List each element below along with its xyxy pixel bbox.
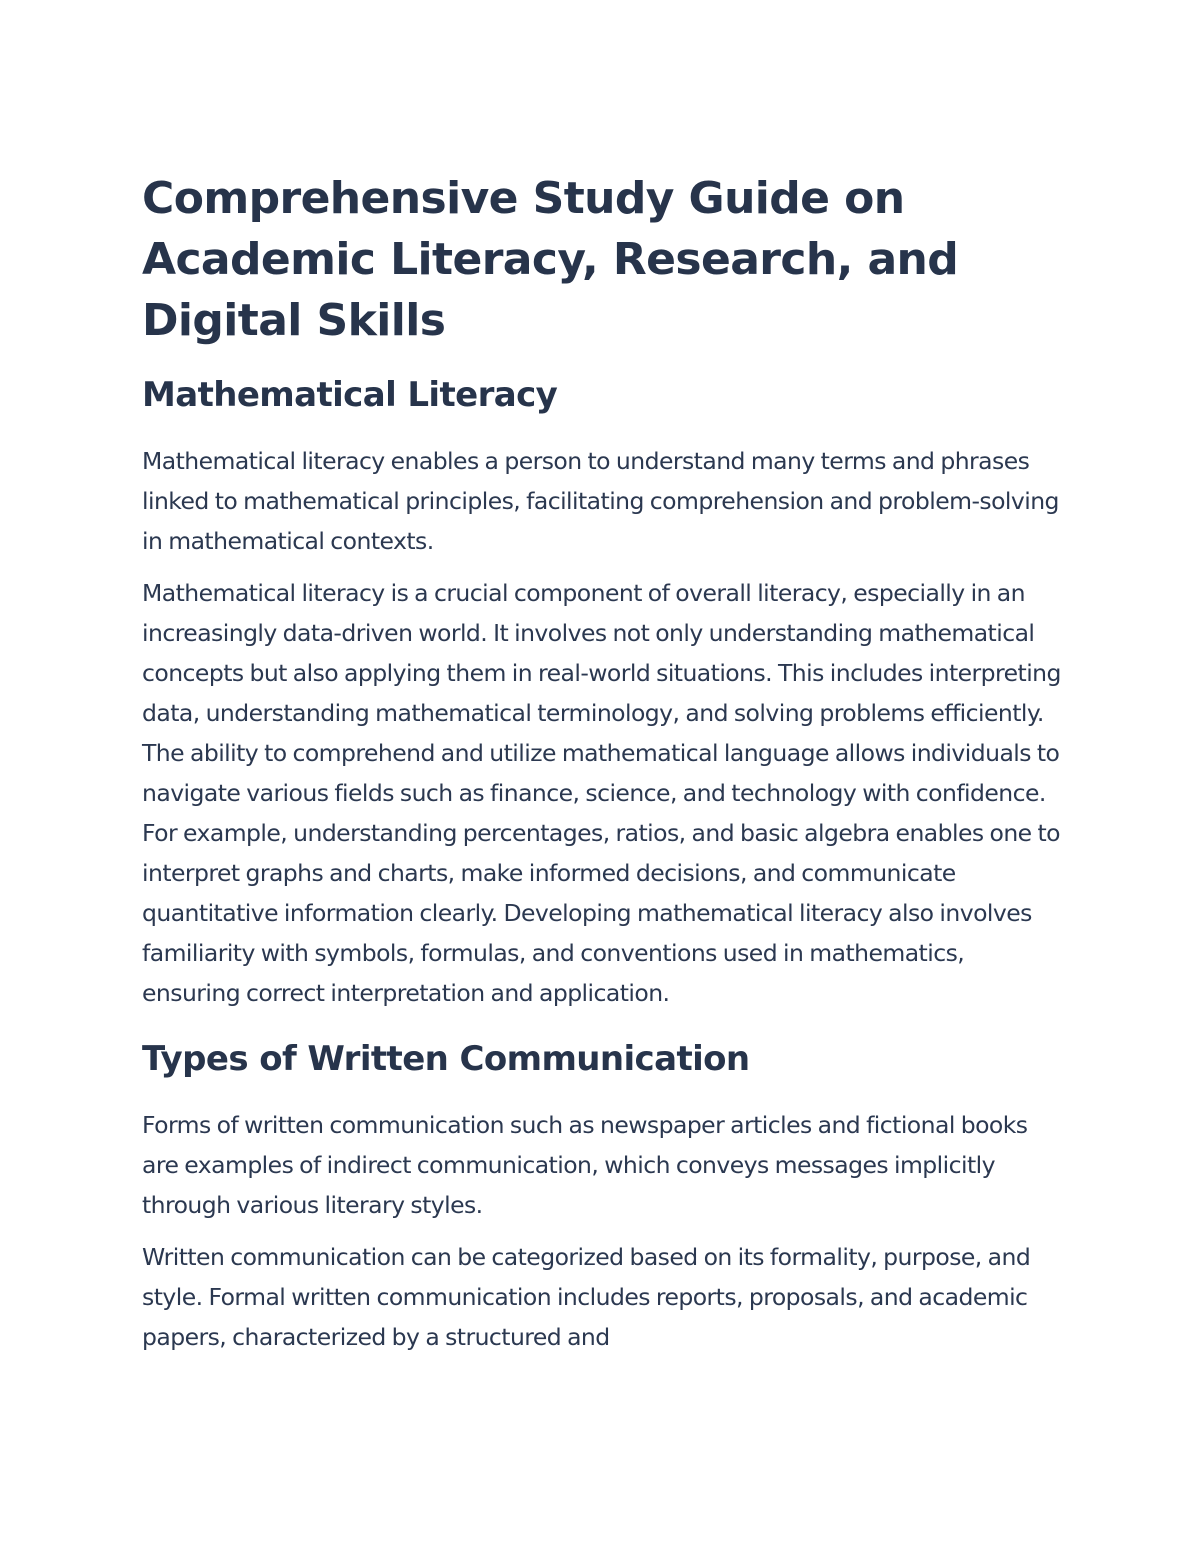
section-heading: Mathematical Literacy bbox=[142, 375, 558, 415]
section-mathematical-literacy bbox=[142, 373, 1062, 1013]
paragraph: Mathematical literacy is a crucial component of overall literacy, especially in an increasingly data-driven world. It involves not only understanding mathematical concepts but also applying them in real-world situations. This includes interpreting data, understanding mathematical terminology, and solving problems efficiently. The ability to comprehend and utilize mathematical language allows individuals to navigate various fields such as finance, science, and technology with confidence. For example, understanding percentages, ratios, and basic algebra enables one to interpret graphs and charts, make informed decisions, and communicate quantitative information clearly. Developing mathematical literacy also involves familiarity with symbols, formulas, and conventions used in mathematics, ensuring correct interpretation and application. bbox=[142, 579, 1061, 1007]
paragraph: Forms of written communication such as newspaper articles and fictional books are examples of indirect communication, which conveys messages implicitly through various literary styles. bbox=[142, 1111, 1028, 1219]
document-page bbox=[142, 168, 1062, 1369]
section-heading: Types of Written Communication bbox=[142, 1039, 750, 1079]
document-title: Comprehensive Study Guide on Academic Literacy, Research, and Digital Skills bbox=[142, 173, 959, 346]
section-types-of-written-communication bbox=[142, 1037, 1062, 1357]
paragraph: Written communication can be categorized based on its formality, purpose, and style. Formal written communication includes reports, proposals, and academic papers, characterized by a structured and bbox=[142, 1243, 1031, 1351]
paragraph: Mathematical literacy enables a person to understand many terms and phrases linked to mathematical principles, facilitating comprehension and problem-solving in mathematical contexts. bbox=[142, 447, 1059, 555]
